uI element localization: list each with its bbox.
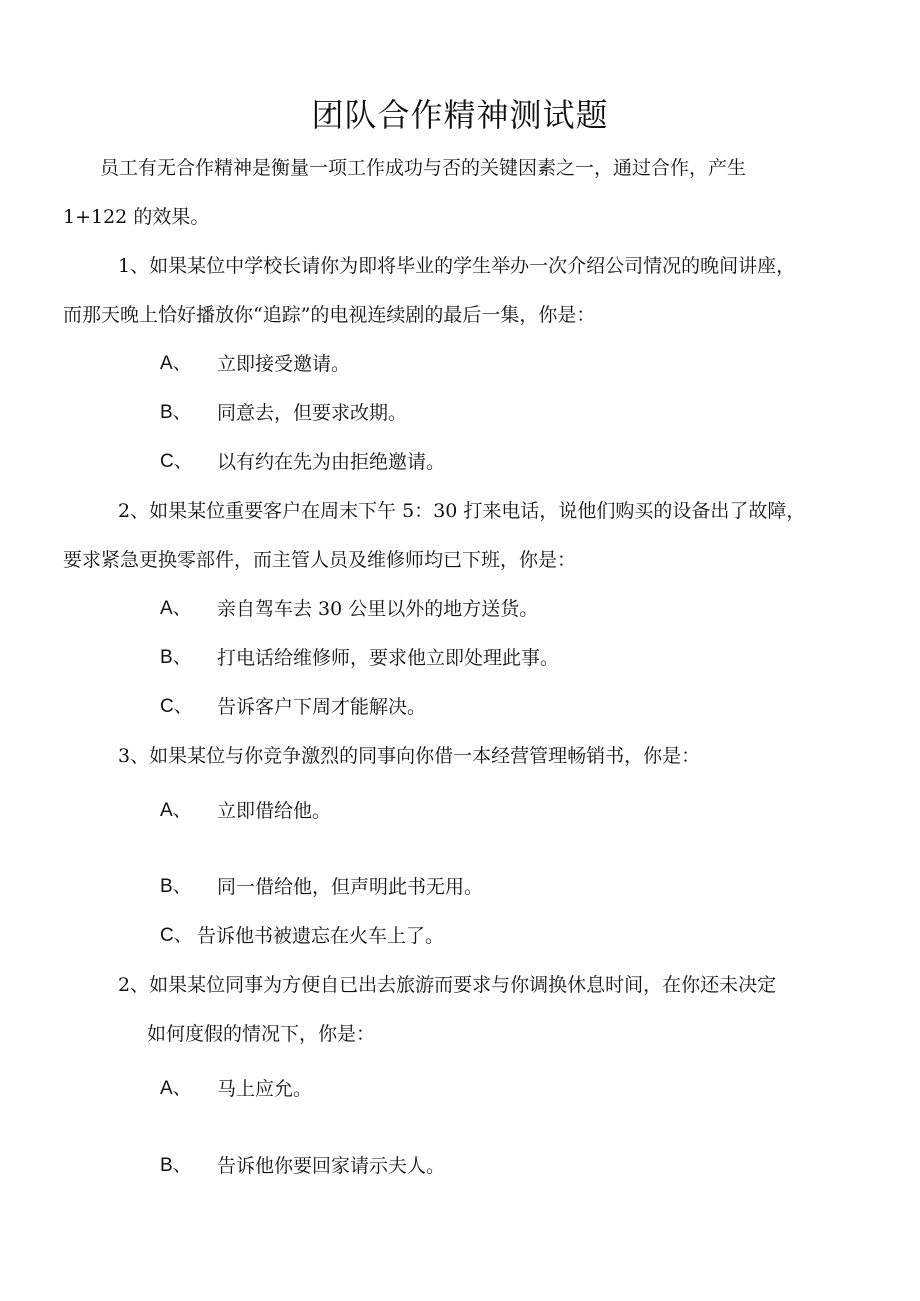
intro-line-1: 员工有无合作精神是衡量一项工作成功与否的关键因素之一，通过合作，产生 [100, 157, 747, 179]
q1-option-b-text: 同意去，但要求改期。 [217, 402, 408, 424]
q1-option-a-text: 立即接受邀请。 [217, 353, 351, 375]
q1-option-b-letter: B、 [160, 402, 192, 423]
q4-option-b-text: 告诉他你要回家请示夫人。 [217, 1155, 446, 1177]
q1-option-c-text: 以有约在先为由拒绝邀请。 [217, 451, 446, 473]
q3-option-b-text: 同一借给他，但声明此书无用。 [217, 876, 484, 898]
q2-option-c-letter: C、 [160, 696, 193, 717]
q3-option-a-letter: A、 [160, 800, 192, 821]
intro-line-2: 1+122 的效果。 [63, 206, 210, 228]
q4-option-b-letter: B、 [160, 1155, 192, 1176]
q3-option-a-text: 立即借给他。 [217, 800, 332, 822]
question-4-line-1: 2、如果某位同事为方便自已出去旅游而要求与你调换休息时间，在你还未决定 [118, 974, 777, 996]
q3-option-c-letter: C、 [160, 925, 193, 946]
q2-option-a-letter: A、 [160, 598, 192, 619]
q4-option-a-letter: A、 [160, 1078, 192, 1099]
question-1-line-1: 1、如果某位中学校长请你为即将毕业的学生举办一次介绍公司情况的晚间讲座， [118, 255, 796, 277]
q1-option-c-letter: C、 [160, 451, 193, 472]
q1-option-a-letter: A、 [160, 353, 192, 374]
q2-option-a-text: 亲自驾车去 30 公里以外的地方送货。 [217, 598, 539, 620]
q2-option-b-letter: B、 [160, 647, 192, 668]
page-title: 团队合作精神测试题 [311, 96, 609, 134]
q2-option-b-text: 打电话给维修师，要求他立即处理此事。 [217, 647, 560, 669]
q3-option-b-letter: B、 [160, 876, 192, 897]
question-1-line-2: 而那天晚上恰好播放你“追踪”的电视连续剧的最后一集，你是： [63, 304, 596, 326]
question-4-line-2: 如何度假的情况下，你是： [147, 1023, 376, 1045]
question-3-line-1: 3、如果某位与你竞争激烈的同事向你借一本经营管理畅销书，你是： [118, 745, 701, 767]
question-2-line-2: 要求紧急更换零部件，而主管人员及维修师均已下班，你是： [63, 549, 577, 571]
question-2-line-1: 2、如果某位重要客户在周末下午 5：30 打来电话，说他们购买的设备出了故障， [118, 500, 806, 522]
q4-option-a-text: 马上应允。 [217, 1078, 313, 1100]
q3-option-c-text: 告诉他书被遗忘在火车上了。 [197, 925, 445, 947]
q2-option-c-text: 告诉客户下周才能解决。 [217, 696, 427, 718]
